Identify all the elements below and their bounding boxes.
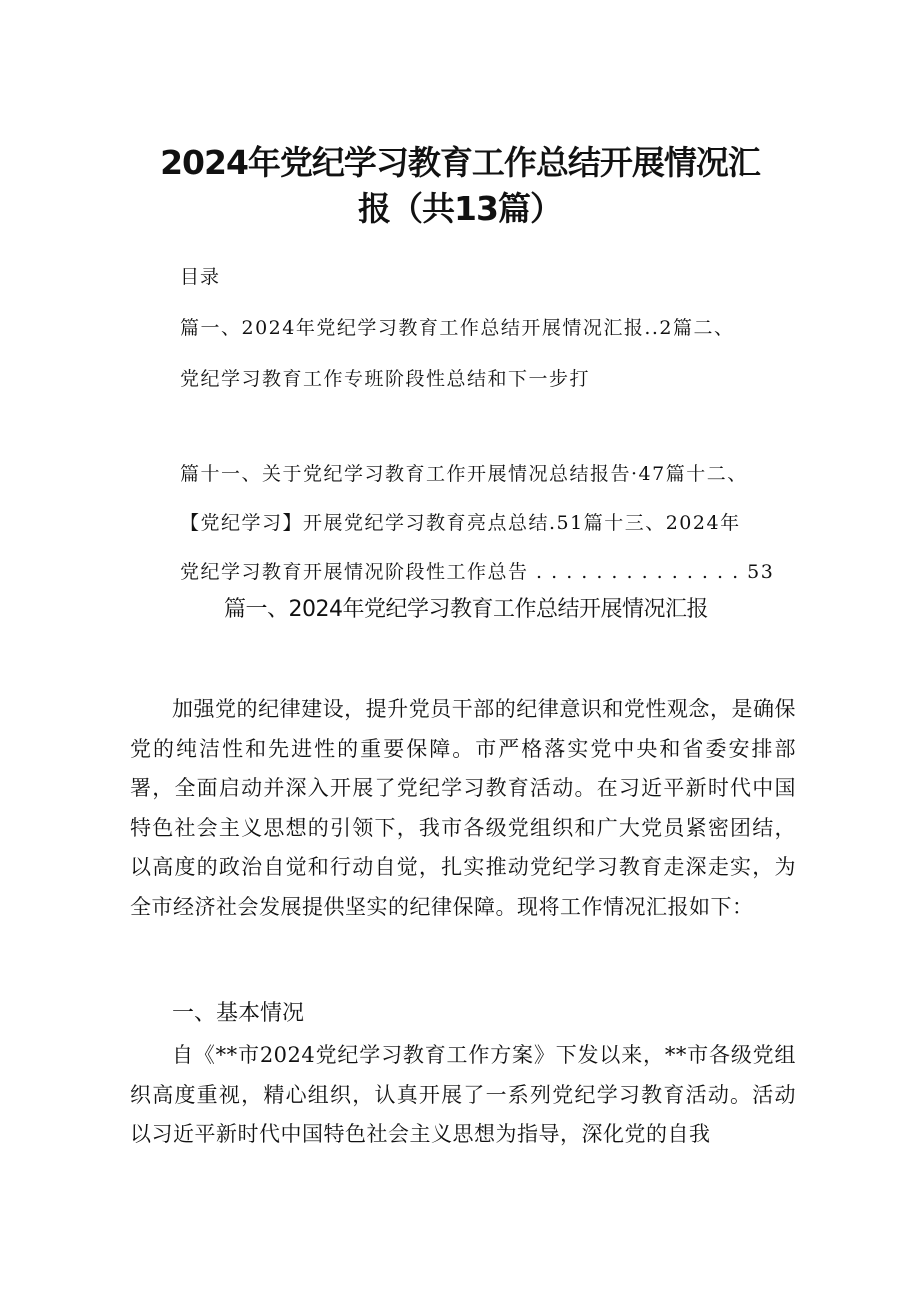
document-title-line-1: 2024年党纪学习教育工作总结开展情况汇 xyxy=(160,143,760,182)
toc-heading: 目录 xyxy=(180,266,221,288)
toc-line: 党纪学习教育工作专班阶段性总结和下一步打 xyxy=(180,368,591,390)
body-paragraph: 自《**市2024党纪学习教育工作方案》下发以来，**市各级党组织高度重视，精心组织，认真开展了一系列党纪学习教育活动。活动以习近平新时代中国特色社会主义思想为指导，深化党的自我 xyxy=(130,1043,796,1146)
body-paragraph: 加强党的纪律建设，提升党员干部的纪律意识和党性观念，是确保党的纯洁性和先进性的重要保障。市严格落实党中央和省委安排部署，全面启动并深入开展了党纪学习教育活动。在习近平新时代中国特色社会主义思想的引领下，我市各级党组织和广大党员紧密团结，以高度的政治自觉和行动自觉，扎实推动党纪学习教育走深走实，为全市经济社会发展提供坚实的纪律保障。现将工作情况汇报如下： xyxy=(130,697,796,919)
toc-line: 【党纪学习】开展党纪学习教育亮点总结.51篇十三、2024年 xyxy=(180,512,741,534)
toc-line: 篇十一、关于党纪学习教育工作开展情况总结报告·47篇十二、 xyxy=(180,463,748,485)
document-title-line-2: 报（共13篇） xyxy=(358,189,562,228)
toc-line: 党纪学习教育开展情况阶段性工作总告 . . . . . . . . . . . . . . 53 xyxy=(180,561,775,583)
toc-line: 篇一、2024年党纪学习教育工作总结开展情况汇报..2篇二、 xyxy=(180,317,735,339)
section-title: 篇一、2024年党纪学习教育工作总结开展情况汇报 xyxy=(224,597,708,622)
subheading: 一、基本情况 xyxy=(172,1001,305,1026)
